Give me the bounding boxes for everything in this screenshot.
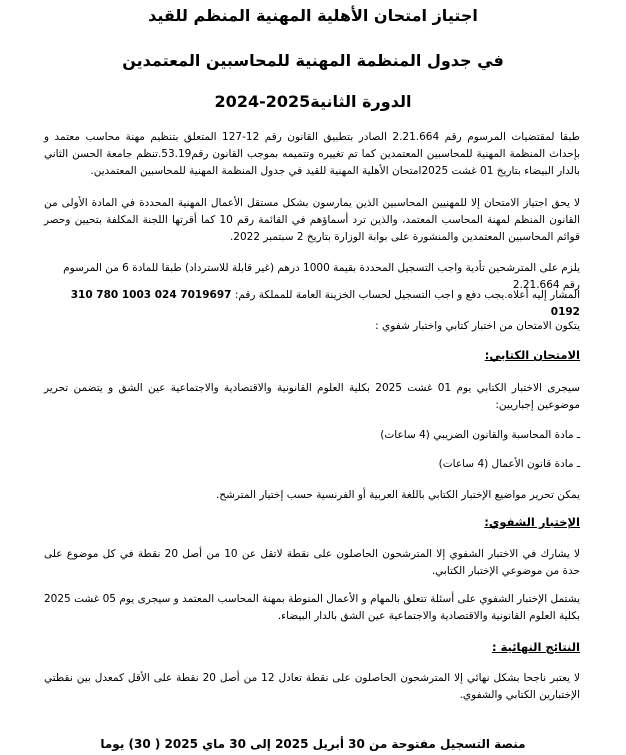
oral-exam-heading: الإختبار الشفوي: (484, 515, 580, 529)
final-results-heading: النتائج النهائية : (491, 640, 580, 654)
intro-paragraph-2: لا يحق اجتياز الامتحان إلا للمهنيين المحاسبين الذين يمارسون بشكل مستقل الأعمال المهنية المحددة في المادة الأولى من القانون المنظم لمهنة المحاسب المعتمد، والذين ترد أسماؤهم في القائمة رقم 10 كما أقرتها اللجنة المكلفة بتحيين وحصر قوائم المحاسبين المعتمدين والمنشورة على بوابة الوزارة بتاريخ 2 سبتمبر 2022. (44, 197, 580, 243)
title-line-3: الدورة الثانية2025-2024 (214, 92, 412, 111)
treasury-account-paragraph (44, 287, 580, 321)
registration-platform-notice: منصة التسجيل مفتوحة من 30 أبريل 2025 إلى 30 ماي 2025 ( 30) يوما (100, 737, 526, 751)
written-subject-accounting-tax: ـ مادة المحاسبة والقانون الضريبي (4 ساعات) (380, 429, 580, 441)
treasury-account-text: المشار إليه أعلاه.يجب دفع و اجب التسجيل لحساب الخزينة العامة للمملكة رقم: (234, 289, 580, 301)
title-line-2: في جدول المنظمة المهنية للمحاسبين المعتمدين (122, 51, 504, 70)
written-exam-paragraph: سيجرى الاختبار الكتابي يوم 01 غشت 2025 بكلية العلوم القانونية والاقتصادية والاجتماعية عين الشق و يتضمن تحرير موضوعين إجباريين: (44, 382, 580, 411)
oral-eligibility-paragraph: لا يشارك في الاختبار الشفوي إلا المترشحون الحاصلون على نقطة لاتقل عن 10 من أصل 20 نقطة في كل موضوع على حدة من موضوعي الإختبار الكتابي. (44, 548, 580, 577)
written-exam-heading: الامتحان الكتابي: (484, 348, 580, 362)
written-subject-business-law: ـ مادة قانون الأعمال (4 ساعات) (438, 458, 580, 470)
final-results-paragraph: لا يعتبر ناجحا بشكل نهائي إلا المترشحون الحاصلون على نقطة تعادل 12 من أصل 20 نقطة على الأقل كمعدل بين نقطتي الإختبارين الكتابي والشفوي. (44, 672, 581, 701)
registration-fee-paragraph: يلزم على المترشحين تأدية واجب التسجيل المحددة بقيمة 1000 درهم (غير قابلة للاسترداد) طبقا للمادة 6 من المرسوم رقم 2.21.664 (63, 262, 580, 291)
intro-paragraph-1: طبقا لمقتضيات المرسوم رقم 2.21.664 الصادر بتطبيق القانون رقم 12-127 المتعلق بتنظيم مهنة محاسب معتمد و بإحداث المنظمة المهنية للمحاسبين المعتمدين كما تم تغييره وتتميمه بموجب القانون رقم53.19.تنظم جامعة الحسن الثاني بالدار البيضاء بتاريخ 01 غشت 2025امتحان الأهلية المهنية للقيد في جدول المنظمة المهنية للمحاسبين المعتمدين. (44, 131, 580, 177)
treasury-account-number: 310 780 1003 024 7019697 0192 (70, 289, 580, 318)
exam-composition-paragraph: يتكون الامتحان من اختبار كتابي واختبار شفوي : (375, 320, 580, 332)
oral-exam-paragraph: يشتمل الإختبار الشفوي على أسئلة تتعلق بالمهام و الأعمال المنوطة بمهنة المحاسب المعتمد و سيجرى يوم 05 غشت 2025 بكلية العلوم القانونية والاقتصادية والاجتماعية عين الشق بالدار البيضاء. (44, 593, 580, 622)
title-line-1: اجتياز امتحان الأهلية المهنية المنظم للقيد (148, 6, 478, 25)
written-language-paragraph: يمكن تحرير مواضيع الإختبار الكتابي باللغة العربية أو الفرنسية حسب إختيار المترشح. (215, 489, 580, 501)
